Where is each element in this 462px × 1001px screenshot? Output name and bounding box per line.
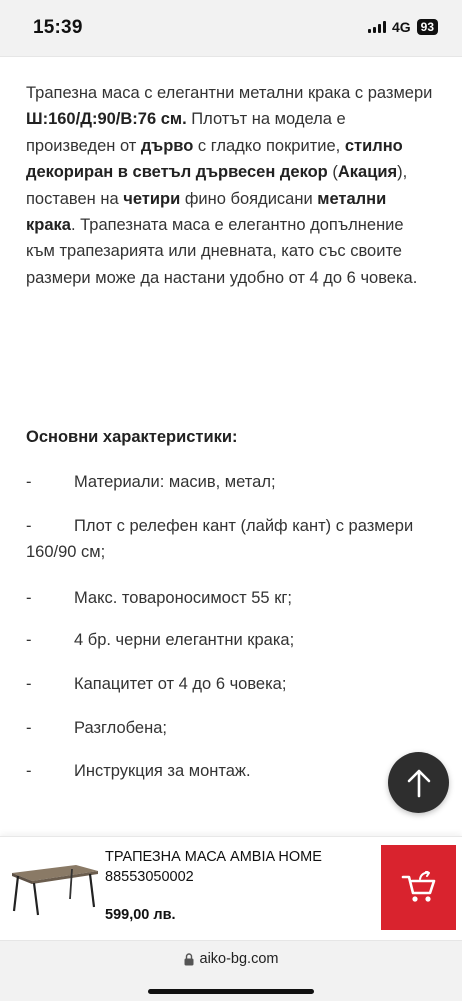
feature-item: - 4 бр. черни елегантни крака; xyxy=(26,631,295,649)
features-heading: Основни характеристики: xyxy=(26,428,238,446)
description-paragraph: Трапезна маса с елегантни метални крака с размери Ш:160/Д:90/В:76 см. Плотът на модела е произведен от дърво с гладко покритие, стилно декориран в светъл дървесен декор (Акация), поставен на четири фино боядисани метални крака. Трапезната маса е елегантно допълнение към трапезарията или дневната, като със своите размери може да настани удобно от 4 до 6 човека. xyxy=(26,84,433,287)
status-indicators xyxy=(368,19,438,35)
browser-address-bar[interactable] xyxy=(0,940,462,1001)
feature-item: - Инструкция за монтаж. xyxy=(26,762,251,780)
scroll-to-top-button[interactable] xyxy=(388,752,449,813)
status-bar xyxy=(0,0,462,57)
cart-icon xyxy=(401,871,437,905)
add-to-cart-button[interactable] xyxy=(381,845,456,930)
product-description xyxy=(26,80,436,291)
battery-icon: 93 xyxy=(417,19,438,35)
signal-icon xyxy=(368,21,386,33)
arrow-up-icon xyxy=(406,768,432,798)
product-sticky-bar xyxy=(0,836,462,941)
feature-item: - Макс. товароносимост 55 кг; xyxy=(26,589,293,607)
product-title[interactable]: ТРАПЕЗНА МАСА AMBIA HOME 88553050002 xyxy=(105,849,322,885)
product-thumbnail xyxy=(6,857,102,917)
feature-item: - Плот с релефен кант (лайф кант) с размери 160/90 см; xyxy=(26,517,414,561)
lock-icon xyxy=(184,953,194,966)
feature-item: - Материали: масив, метал; xyxy=(26,473,276,491)
home-indicator[interactable] xyxy=(148,989,314,994)
url-text: aiko-bg.com xyxy=(199,951,279,967)
network-type: 4G xyxy=(391,19,411,35)
feature-item: - Разглобена; xyxy=(26,719,167,737)
status-time: 15:39 xyxy=(33,17,83,38)
product-price: 599,00 лв. xyxy=(105,907,176,923)
feature-item: - Капацитет от 4 до 6 човека; xyxy=(26,675,287,693)
